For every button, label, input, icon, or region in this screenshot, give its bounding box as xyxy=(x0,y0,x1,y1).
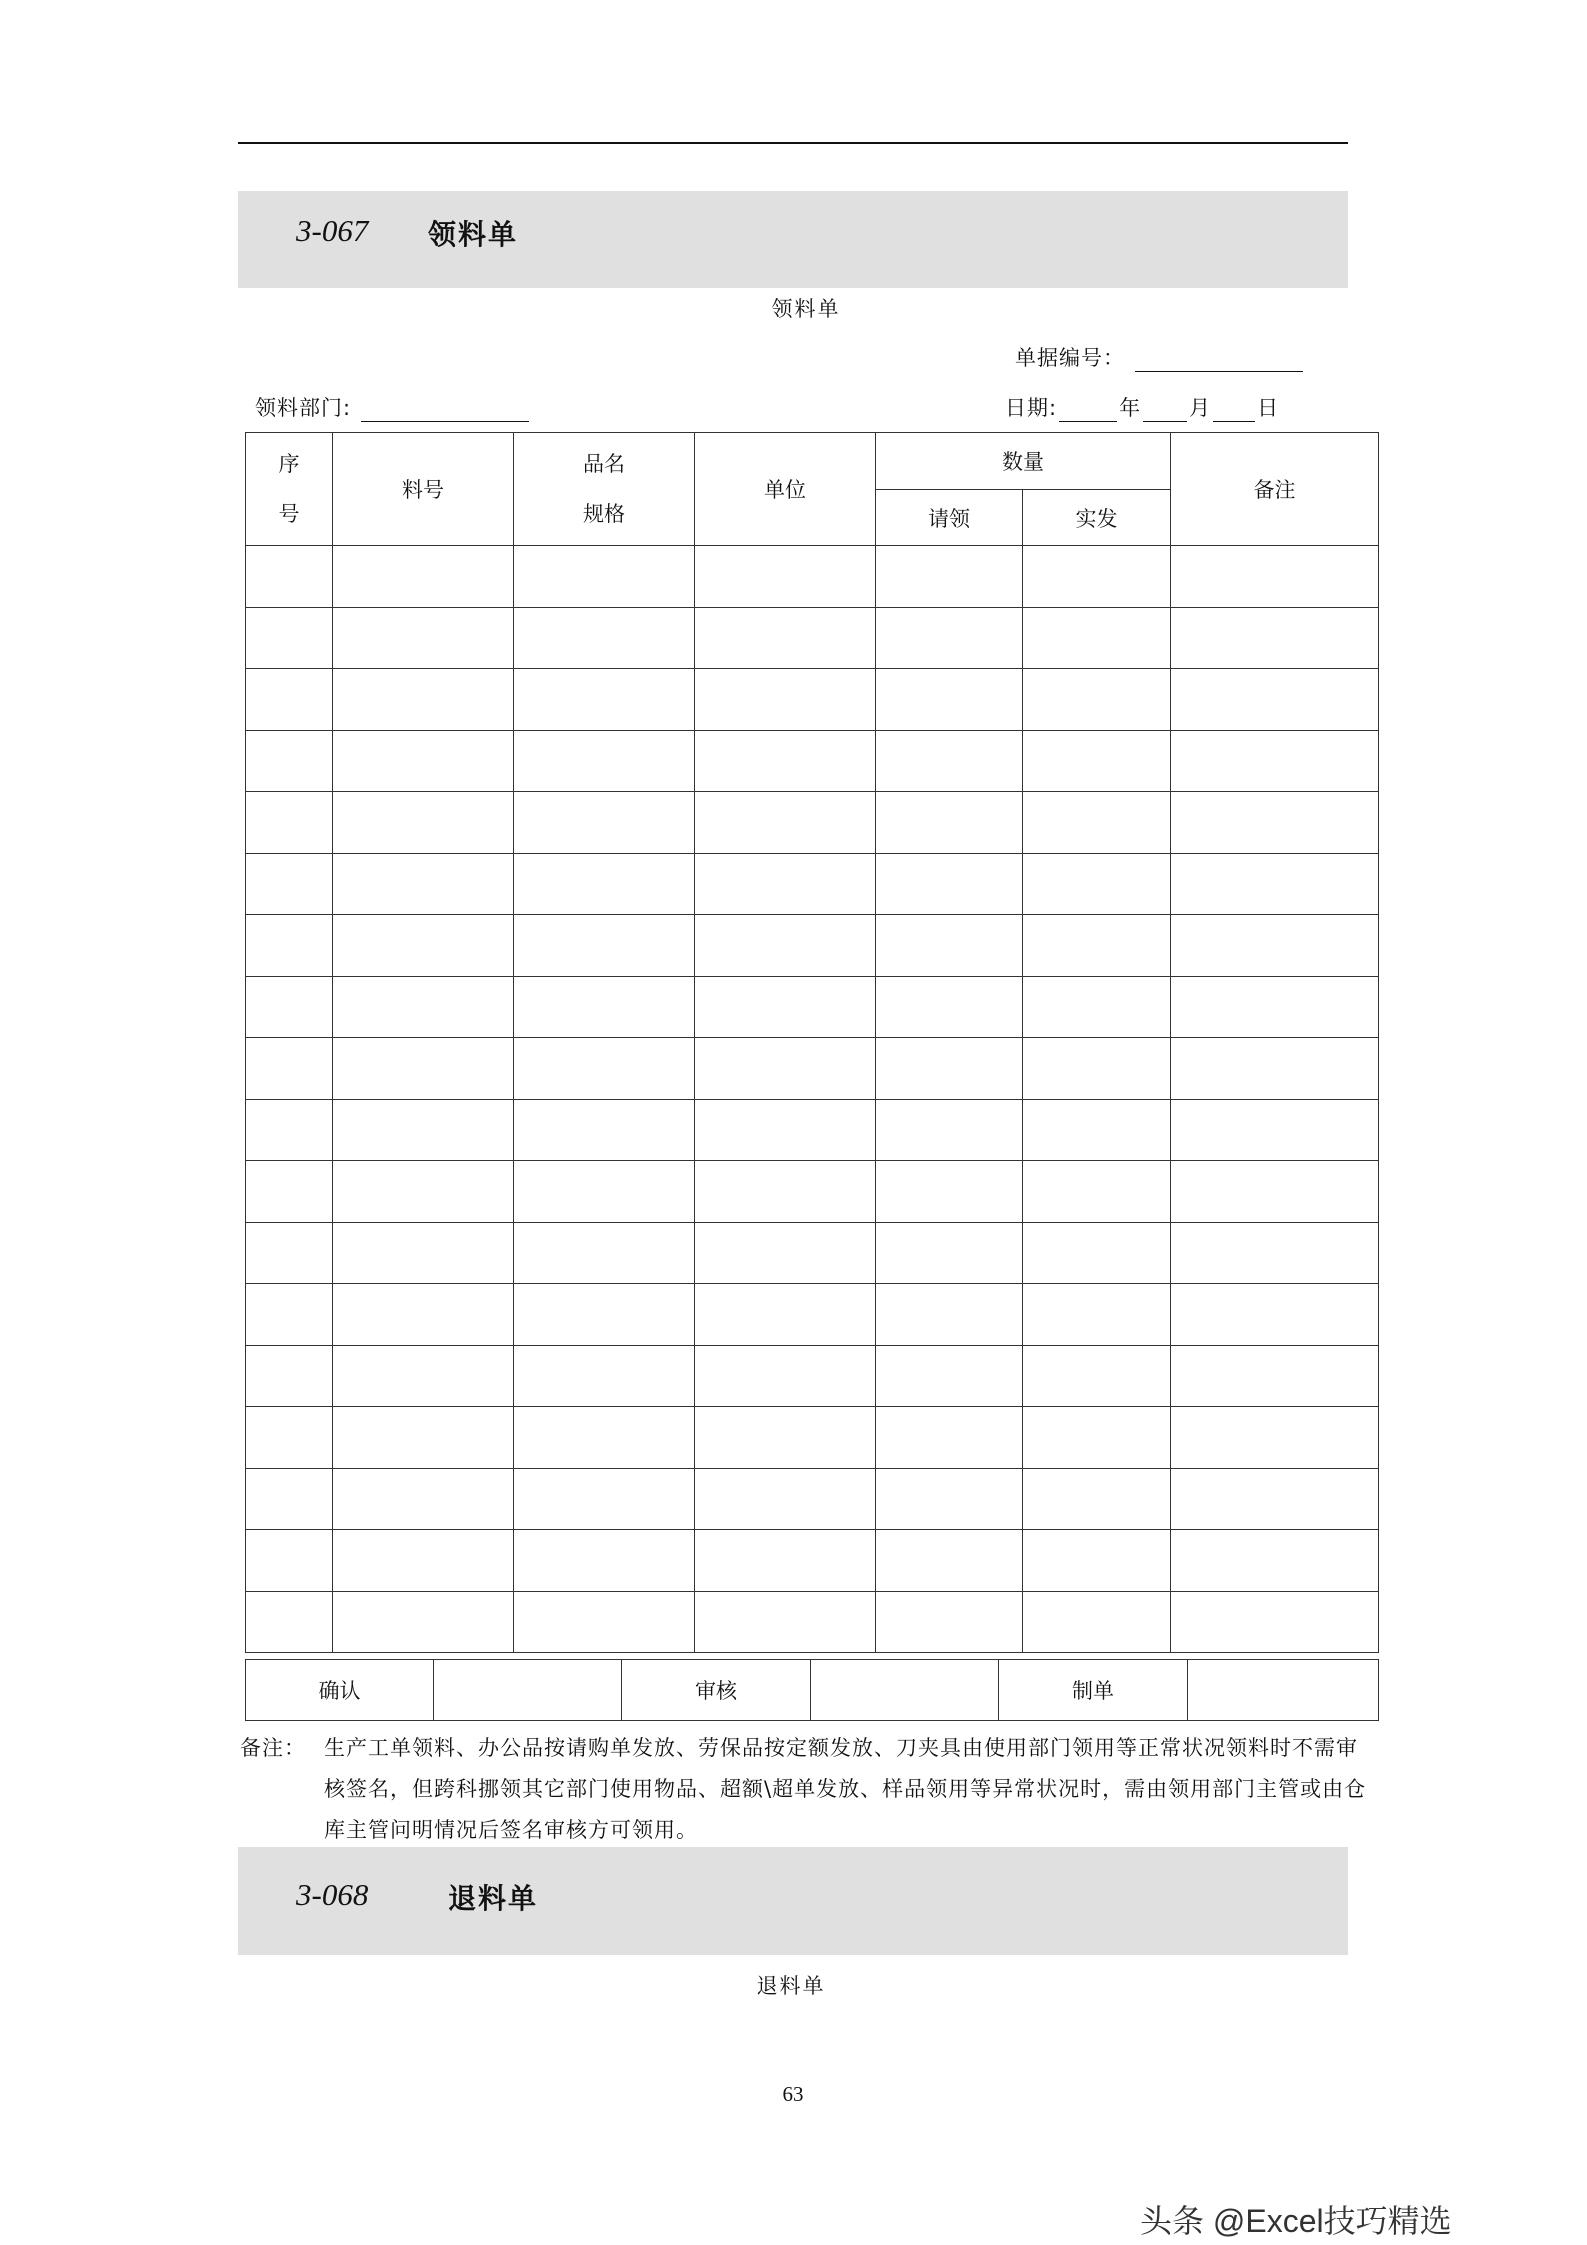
name-spec-cell[interactable] xyxy=(514,1530,695,1592)
item-no-cell[interactable] xyxy=(333,669,514,731)
table-row xyxy=(246,1099,1379,1161)
unit-cell[interactable] xyxy=(695,1222,876,1284)
name-spec-cell[interactable] xyxy=(514,1407,695,1469)
date-line xyxy=(1005,392,1279,422)
unit-cell[interactable] xyxy=(695,1099,876,1161)
header-requested: 请领 xyxy=(876,490,1023,546)
item-no-cell[interactable] xyxy=(333,730,514,792)
name-spec-cell[interactable] xyxy=(514,1591,695,1653)
table-row xyxy=(246,1530,1379,1592)
remarks-cell[interactable] xyxy=(1171,1530,1379,1592)
form-title: 领料单 xyxy=(771,297,841,321)
issued-cell[interactable] xyxy=(1023,1222,1171,1284)
table-row xyxy=(246,669,1379,731)
section-header-3-067 xyxy=(238,191,1348,288)
issued-cell[interactable] xyxy=(1023,1468,1171,1530)
header-remarks: 备注 xyxy=(1171,433,1379,546)
requested-cell[interactable] xyxy=(876,1530,1023,1592)
item-no-cell[interactable] xyxy=(333,1038,514,1100)
header-issued: 实发 xyxy=(1023,490,1171,546)
confirm-field[interactable] xyxy=(434,1660,622,1721)
table-row xyxy=(246,1284,1379,1346)
review-field[interactable] xyxy=(811,1660,999,1721)
name-spec-cell[interactable] xyxy=(514,1038,695,1100)
unit-cell[interactable] xyxy=(695,1591,876,1653)
table-row xyxy=(246,853,1379,915)
remarks-cell[interactable] xyxy=(1171,1099,1379,1161)
remarks-cell[interactable] xyxy=(1171,1161,1379,1223)
item-no-cell[interactable] xyxy=(333,915,514,977)
remarks-cell[interactable] xyxy=(1171,669,1379,731)
requested-cell[interactable] xyxy=(876,1161,1023,1223)
unit-cell[interactable] xyxy=(695,1407,876,1469)
name-spec-cell[interactable] xyxy=(514,669,695,731)
name-spec-cell[interactable] xyxy=(514,1284,695,1346)
seq-cell[interactable] xyxy=(246,1530,333,1592)
requested-cell[interactable] xyxy=(876,1284,1023,1346)
remarks-cell[interactable] xyxy=(1171,915,1379,977)
issued-cell[interactable] xyxy=(1023,1345,1171,1407)
unit-cell[interactable] xyxy=(695,915,876,977)
issued-cell[interactable] xyxy=(1023,1099,1171,1161)
name-spec-cell[interactable] xyxy=(514,915,695,977)
item-no-cell[interactable] xyxy=(333,546,514,608)
table-row xyxy=(246,915,1379,977)
issued-cell[interactable] xyxy=(1023,730,1171,792)
issued-cell[interactable] xyxy=(1023,1161,1171,1223)
seq-cell[interactable] xyxy=(246,1407,333,1469)
unit-cell[interactable] xyxy=(695,730,876,792)
issued-cell[interactable] xyxy=(1023,546,1171,608)
name-spec-cell[interactable] xyxy=(514,607,695,669)
requested-cell[interactable] xyxy=(876,1099,1023,1161)
name-spec-cell[interactable] xyxy=(514,1161,695,1223)
table-row xyxy=(246,1222,1379,1284)
unit-cell[interactable] xyxy=(695,853,876,915)
item-no-cell[interactable] xyxy=(333,1284,514,1346)
remarks-cell[interactable] xyxy=(1171,1284,1379,1346)
issued-cell[interactable] xyxy=(1023,853,1171,915)
table-row xyxy=(246,1407,1379,1469)
signature-table xyxy=(245,1659,1379,1721)
section-title: 领料单 xyxy=(428,218,519,251)
unit-cell[interactable] xyxy=(695,607,876,669)
table-row xyxy=(246,546,1379,608)
table-row xyxy=(246,730,1379,792)
seq-cell[interactable] xyxy=(246,1038,333,1100)
header-quantity: 数量 xyxy=(876,433,1171,490)
issued-cell[interactable] xyxy=(1023,607,1171,669)
remarks-cell[interactable] xyxy=(1171,976,1379,1038)
page-number: 63 xyxy=(782,2082,804,2106)
table-row xyxy=(246,976,1379,1038)
requested-cell[interactable] xyxy=(876,546,1023,608)
requested-cell[interactable] xyxy=(876,669,1023,731)
department-label: 领料部门: xyxy=(255,396,352,420)
remarks-note xyxy=(240,1728,1370,1851)
unit-cell[interactable] xyxy=(695,1468,876,1530)
requested-cell[interactable] xyxy=(876,1407,1023,1469)
item-no-cell[interactable] xyxy=(333,1161,514,1223)
requested-cell[interactable] xyxy=(876,1468,1023,1530)
issued-cell[interactable] xyxy=(1023,1591,1171,1653)
seq-cell[interactable] xyxy=(246,853,333,915)
unit-cell[interactable] xyxy=(695,1038,876,1100)
seq-cell[interactable] xyxy=(246,915,333,977)
seq-cell[interactable] xyxy=(246,1468,333,1530)
issued-cell[interactable] xyxy=(1023,669,1171,731)
remarks-cell[interactable] xyxy=(1171,607,1379,669)
unit-cell[interactable] xyxy=(695,1161,876,1223)
item-no-cell[interactable] xyxy=(333,792,514,854)
unit-cell[interactable] xyxy=(695,669,876,731)
remarks-cell[interactable] xyxy=(1171,1468,1379,1530)
watermark: 头条 @Excel技巧精选 xyxy=(1140,2203,1452,2239)
review-label: 审核 xyxy=(622,1660,811,1721)
name-spec-cell[interactable] xyxy=(514,1345,695,1407)
note-label: 备注： xyxy=(240,1736,306,1760)
unit-cell[interactable] xyxy=(695,1530,876,1592)
requested-cell[interactable] xyxy=(876,1591,1023,1653)
section-header-3-068 xyxy=(238,1847,1348,1955)
requested-cell[interactable] xyxy=(876,1038,1023,1100)
remarks-cell[interactable] xyxy=(1171,853,1379,915)
confirm-label: 确认 xyxy=(246,1660,434,1721)
unit-cell[interactable] xyxy=(695,792,876,854)
seq-cell[interactable] xyxy=(246,1591,333,1653)
item-no-cell[interactable] xyxy=(333,1222,514,1284)
item-no-cell[interactable] xyxy=(333,1345,514,1407)
remarks-cell[interactable] xyxy=(1171,792,1379,854)
issued-cell[interactable] xyxy=(1023,1284,1171,1346)
item-no-cell[interactable] xyxy=(333,1099,514,1161)
remarks-cell[interactable] xyxy=(1171,1345,1379,1407)
item-no-cell[interactable] xyxy=(333,1407,514,1469)
item-no-cell[interactable] xyxy=(333,1530,514,1592)
form-title-return: 退料单 xyxy=(756,1974,826,1998)
seq-cell[interactable] xyxy=(246,1099,333,1161)
section-title: 退料单 xyxy=(448,1882,539,1915)
remarks-cell[interactable] xyxy=(1171,1222,1379,1284)
unit-cell[interactable] xyxy=(695,976,876,1038)
item-no-cell[interactable] xyxy=(333,607,514,669)
requested-cell[interactable] xyxy=(876,915,1023,977)
seq-cell[interactable] xyxy=(246,1161,333,1223)
table-row xyxy=(246,1468,1379,1530)
unit-cell[interactable] xyxy=(695,1284,876,1346)
name-spec-cell[interactable] xyxy=(514,976,695,1038)
issued-cell[interactable] xyxy=(1023,1038,1171,1100)
requested-cell[interactable] xyxy=(876,607,1023,669)
requested-cell[interactable] xyxy=(876,1222,1023,1284)
requested-cell[interactable] xyxy=(876,976,1023,1038)
day-blank xyxy=(1213,399,1255,422)
name-spec-cell[interactable] xyxy=(514,546,695,608)
seq-cell[interactable] xyxy=(246,976,333,1038)
prepared-field[interactable] xyxy=(1188,1660,1379,1721)
remarks-cell[interactable] xyxy=(1171,730,1379,792)
section-number: 3-067 xyxy=(296,213,369,248)
issued-cell[interactable] xyxy=(1023,792,1171,854)
table-row xyxy=(246,607,1379,669)
remarks-cell[interactable] xyxy=(1171,1038,1379,1100)
name-spec-cell[interactable] xyxy=(514,853,695,915)
requisition-table xyxy=(245,432,1379,1653)
seq-cell[interactable] xyxy=(246,730,333,792)
month-blank xyxy=(1143,399,1187,422)
name-spec-cell[interactable] xyxy=(514,1468,695,1530)
name-spec-cell[interactable] xyxy=(514,1099,695,1161)
requested-cell[interactable] xyxy=(876,792,1023,854)
note-text: 生产工单领料、办公品按请购单发放、劳保品按定额发放、刀夹具由使用部门领用等正常状况领料时不需审核签名，但跨科挪领其它部门使用物品、超额\超单发放、样品领用等异常状况时，需由领用部门主管或由仓库主管问明情况后签名审核方可领用。 xyxy=(324,1736,1367,1842)
seq-cell[interactable] xyxy=(246,792,333,854)
table-row xyxy=(246,1591,1379,1653)
table-row xyxy=(246,1345,1379,1407)
requested-cell[interactable] xyxy=(876,1345,1023,1407)
doc-number-blank xyxy=(1135,349,1303,372)
unit-cell[interactable] xyxy=(695,1345,876,1407)
header-unit: 单位 xyxy=(695,433,876,546)
prepared-label: 制单 xyxy=(999,1660,1188,1721)
issued-cell[interactable] xyxy=(1023,1407,1171,1469)
month-label: 月 xyxy=(1189,396,1212,420)
department-blank xyxy=(361,399,529,422)
name-spec-cell[interactable] xyxy=(514,730,695,792)
header-name-spec: 品名 规格 xyxy=(514,433,695,546)
date-label: 日期: xyxy=(1005,396,1058,420)
year-label: 年 xyxy=(1119,396,1142,420)
item-no-cell[interactable] xyxy=(333,1468,514,1530)
seq-cell[interactable] xyxy=(246,607,333,669)
issued-cell[interactable] xyxy=(1023,915,1171,977)
seq-cell[interactable] xyxy=(246,1284,333,1346)
remarks-cell[interactable] xyxy=(1171,546,1379,608)
table-row xyxy=(246,1038,1379,1100)
doc-number-line xyxy=(1015,342,1305,372)
name-spec-cell[interactable] xyxy=(514,1222,695,1284)
remarks-cell[interactable] xyxy=(1171,1407,1379,1469)
table-row xyxy=(246,792,1379,854)
issued-cell[interactable] xyxy=(1023,976,1171,1038)
header-seq: 序 号 xyxy=(246,433,333,546)
seq-cell[interactable] xyxy=(246,1222,333,1284)
header-rule xyxy=(238,142,1348,144)
seq-cell[interactable] xyxy=(246,669,333,731)
department-line xyxy=(255,392,531,422)
item-no-cell[interactable] xyxy=(333,1591,514,1653)
item-no-cell[interactable] xyxy=(333,853,514,915)
requested-cell[interactable] xyxy=(876,853,1023,915)
section-number: 3-068 xyxy=(296,1877,369,1912)
header-item-no: 料号 xyxy=(333,433,514,546)
table-row xyxy=(246,1161,1379,1223)
requested-cell[interactable] xyxy=(876,730,1023,792)
doc-number-label: 单据编号： xyxy=(1015,346,1125,370)
year-blank xyxy=(1059,399,1117,422)
seq-cell[interactable] xyxy=(246,1345,333,1407)
day-label: 日 xyxy=(1257,396,1280,420)
unit-cell[interactable] xyxy=(695,546,876,608)
name-spec-cell[interactable] xyxy=(514,792,695,854)
seq-cell[interactable] xyxy=(246,546,333,608)
item-no-cell[interactable] xyxy=(333,976,514,1038)
issued-cell[interactable] xyxy=(1023,1530,1171,1592)
remarks-cell[interactable] xyxy=(1171,1591,1379,1653)
